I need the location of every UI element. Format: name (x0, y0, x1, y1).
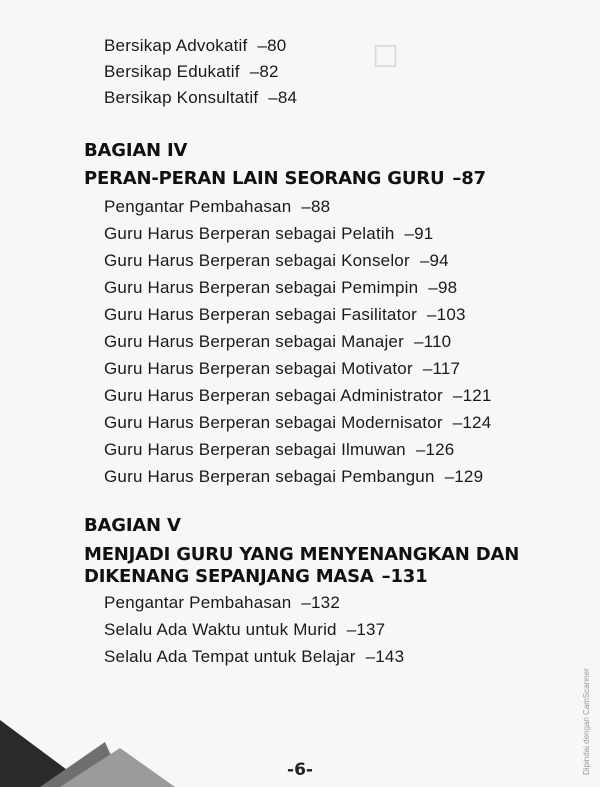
toc-entry-title: Guru Harus Berperan sebagai Motivator (104, 359, 413, 378)
toc-entry-page: –129 (444, 467, 484, 486)
section-title-text: DIKENANG SEPANJANG MASA (84, 566, 374, 587)
toc-entry-title: Guru Harus Berperan sebagai Manajer (104, 332, 404, 351)
toc-entry-title: Bersikap Konsultatif (104, 88, 259, 107)
toc-entry-page: –117 (422, 359, 461, 378)
section-title-line1: MENJADI GURU YANG MENYENANGKAN DAN (84, 544, 520, 565)
toc-entry (104, 332, 451, 352)
toc-entry (104, 36, 286, 56)
toc-entry-page: –132 (301, 593, 340, 612)
toc-entry-title: Selalu Ada Tempat untuk Belajar (104, 647, 356, 666)
toc-entry-title: Guru Harus Berperan sebagai Modernisator (104, 413, 443, 432)
toc-entry (104, 593, 340, 613)
section-title-line2 (84, 566, 427, 588)
toc-entry-title: Bersikap Edukatif (104, 62, 240, 81)
toc-entry-page: –103 (427, 305, 466, 324)
toc-entry-title: Guru Harus Berperan sebagai Administrator (104, 386, 443, 405)
toc-entry-page: –121 (452, 386, 492, 405)
toc-entry-page: –98 (428, 278, 458, 297)
toc-entry-page: –80 (257, 36, 287, 55)
toc-entry (104, 88, 297, 108)
toc-entry-page: –126 (415, 440, 455, 459)
toc-entry (104, 647, 404, 667)
toc-entry (104, 224, 433, 244)
toc-entry-page: –94 (419, 251, 449, 270)
toc-entry-title: Guru Harus Berperan sebagai Ilmuwan (104, 440, 406, 459)
toc-entry-page: –88 (301, 197, 331, 216)
toc-entry-title: Guru Harus Berperan sebagai Konselor (104, 251, 410, 270)
section-title-page: –131 (381, 566, 428, 587)
toc-entry (104, 440, 454, 460)
toc-entry-title: Pengantar Pembahasan (104, 197, 292, 216)
toc-entry (104, 359, 460, 379)
toc-entry-title: Guru Harus Berperan sebagai Fasilitator (104, 305, 418, 324)
toc-entry (104, 386, 492, 406)
toc-entry-page: –110 (413, 332, 452, 351)
section-title-text: PERAN-PERAN LAIN SEORANG GURU (84, 168, 445, 189)
section-title-page: –87 (452, 168, 486, 189)
toc-entry (104, 197, 330, 217)
page-number: -6- (287, 760, 313, 780)
toc-entry-title: Selalu Ada Waktu untuk Murid (104, 620, 337, 639)
section-label: BAGIAN IV (84, 140, 188, 161)
toc-entry-page: –84 (268, 88, 298, 107)
toc-entry-title: Guru Harus Berperan sebagai Pembangun (104, 467, 435, 486)
section-title (84, 168, 486, 190)
toc-entry-title: Guru Harus Berperan sebagai Pemimpin (104, 278, 419, 297)
toc-entry-title: Bersikap Advokatif (104, 36, 248, 55)
toc-entry (104, 413, 491, 433)
toc-entry-page: –124 (452, 413, 492, 432)
toc-entry-title: Guru Harus Berperan sebagai Pelatih (104, 224, 395, 243)
toc-entry (104, 278, 457, 298)
toc-entry (104, 620, 385, 640)
bleed-through-smudge: ☐ (372, 40, 399, 75)
toc-entry (104, 467, 483, 487)
toc-entry (104, 62, 279, 82)
toc-entry-page: –91 (404, 224, 434, 243)
toc-entry-page: –137 (346, 620, 386, 639)
toc-entry-title: Pengantar Pembahasan (104, 593, 292, 612)
section-label: BAGIAN V (84, 515, 181, 536)
scanner-watermark: Dipindai dengan CamScanner (582, 668, 591, 775)
toc-entry-page: –143 (365, 647, 405, 666)
toc-entry-page: –82 (249, 62, 279, 81)
toc-entry (104, 305, 466, 325)
toc-entry (104, 251, 449, 271)
